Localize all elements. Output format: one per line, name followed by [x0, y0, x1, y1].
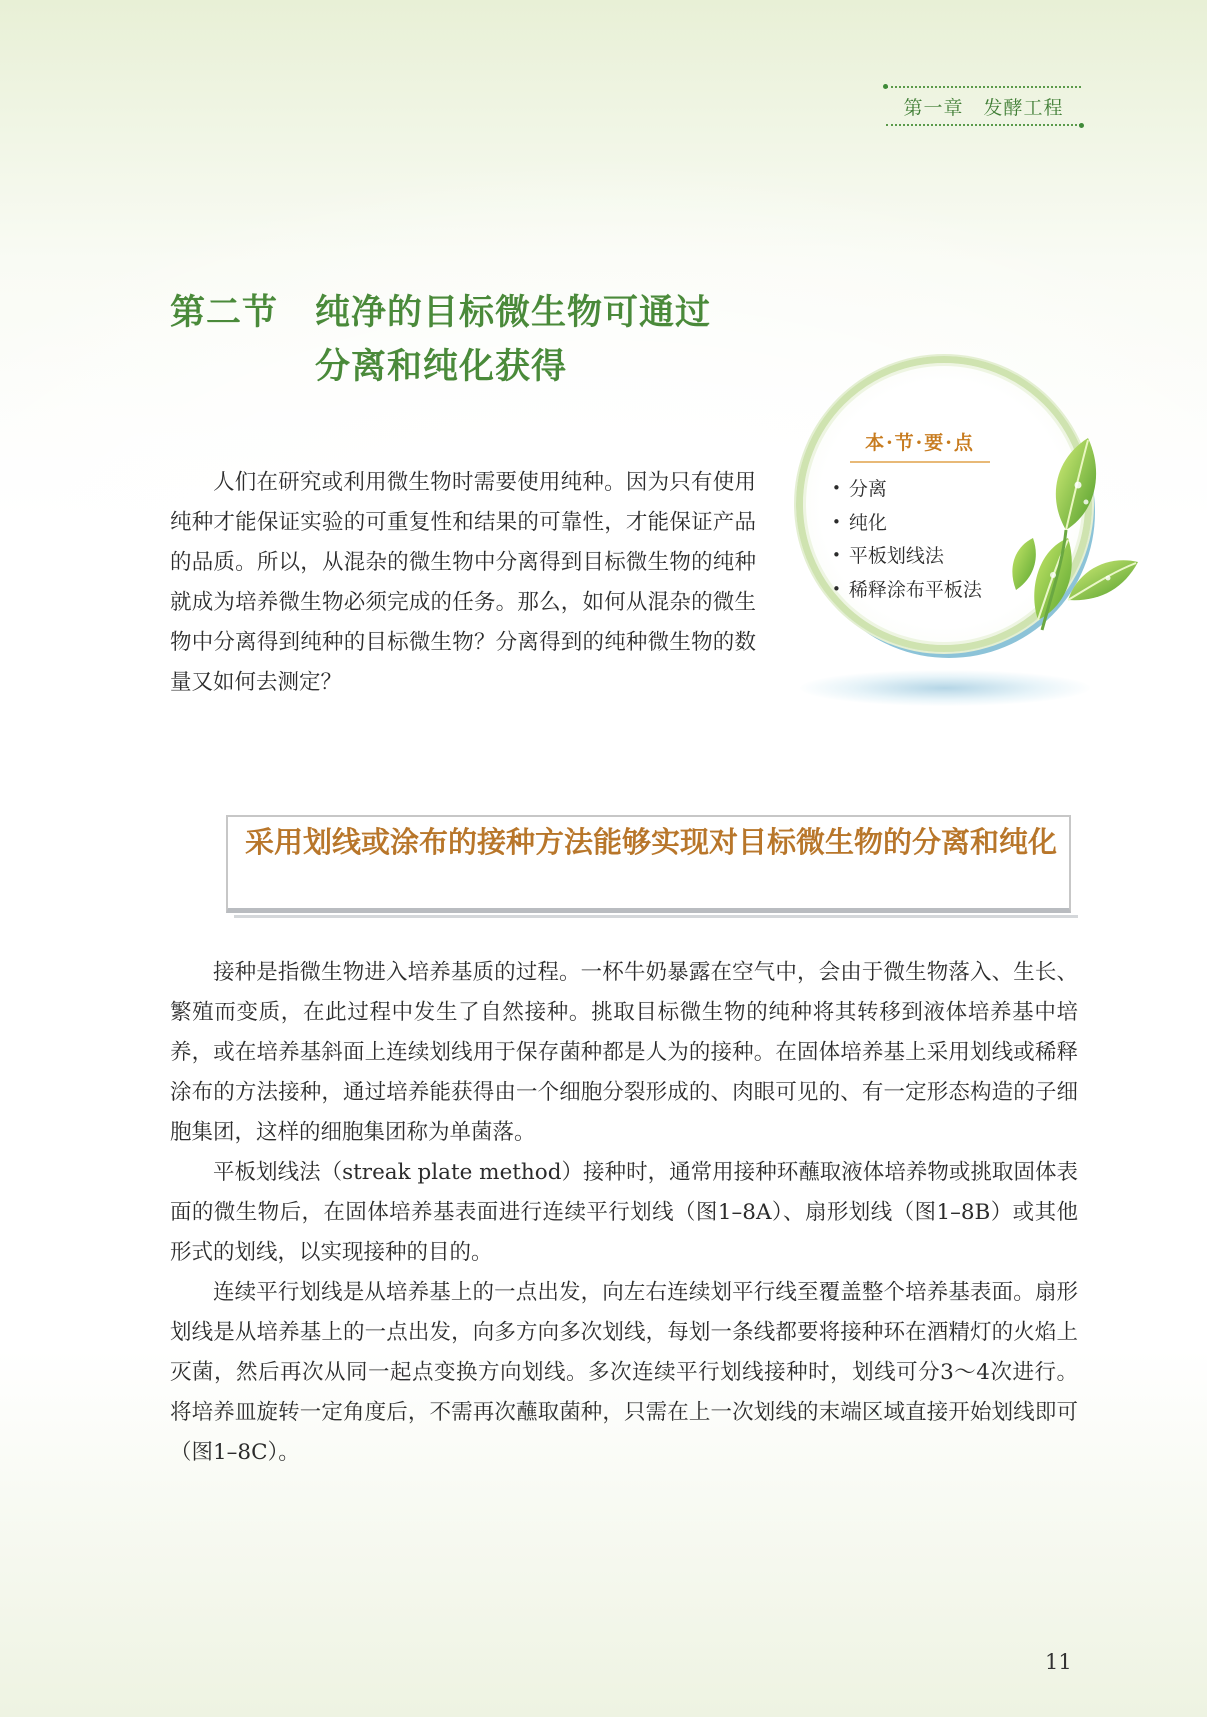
- section-title-line1: 纯净的目标微生物可通过: [315, 292, 712, 333]
- section-title: [170, 286, 711, 394]
- body-paragraph: 平板划线法（streak plate method）接种时，通常用接种环蘸取液体培养物或挑取固体表面的微生物后，在固体培养基表面进行连续平行划线（图1–8A）、扇形划线（图1–8B）或其他形式的划线，以实现接种的目的。: [170, 1160, 1078, 1265]
- key-points-panel: [790, 350, 1140, 710]
- green-leaves-icon: [1008, 430, 1140, 640]
- chapter-header: 第一章 发酵工程: [886, 86, 1081, 126]
- subheading-box: [226, 815, 1071, 913]
- key-points-title: 本·节·要·点: [850, 428, 990, 463]
- body-paragraph: 连续平行划线是从培养基上的一点出发，向左右连续划平行线至覆盖整个培养基表面。扇形划线是从培养基上的一点出发，向多方向多次划线，每划一条线都要将接种环在酒精灯的火焰上灭菌，然后再次从同一起点变换方向划线。多次连续平行划线接种时，划线可分3～4次进行。将培养皿旋转一定角度后，不需再次蘸取菌种，只需在上一次划线的末端区域直接开始划线即可（图1–8C）。: [170, 1280, 1078, 1465]
- page-number: 11: [1045, 1650, 1072, 1674]
- panel-shadow: [800, 670, 1090, 706]
- key-points-list: [832, 472, 982, 606]
- key-point-item: • 纯化: [832, 506, 982, 540]
- section-number: 第二节: [170, 292, 279, 333]
- section-title-line2: 分离和纯化获得: [315, 346, 568, 387]
- key-point-item: • 稀释涂布平板法: [832, 573, 982, 607]
- body-text: [170, 953, 1078, 1473]
- intro-text: [170, 463, 756, 703]
- key-point-item: • 平板划线法: [832, 539, 982, 573]
- intro-paragraph: 人们在研究或利用微生物时需要使用纯种。因为只有使用纯种才能保证实验的可重复性和结果的可靠性，才能保证产品的品质。所以，从混杂的微生物中分离得到目标微生物的纯种就成为培养微生物必须完成的任务。那么，如何从混杂的微生物中分离得到纯种的目标微生物？分离得到的纯种微生物的数量又如何去测定？: [170, 470, 756, 695]
- key-point-item: • 分离: [832, 472, 982, 506]
- body-paragraph: 接种是指微生物进入培养基质的过程。一杯牛奶暴露在空气中，会由于微生物落入、生长、繁殖而变质，在此过程中发生了自然接种。挑取目标微生物的纯种将其转移到液体培养基中培养，或在培养基斜面上连续划线用于保存菌种都是人为的接种。在固体培养基上采用划线或稀释涂布的方法接种，通过培养能获得由一个细胞分裂形成的、肉眼可见的、有一定形态构造的子细胞集团，这样的细胞集团称为单菌落。: [170, 960, 1078, 1145]
- subheading: 采用划线或涂布的接种方法能够实现对目标微生物的分离和纯化: [245, 825, 1058, 859]
